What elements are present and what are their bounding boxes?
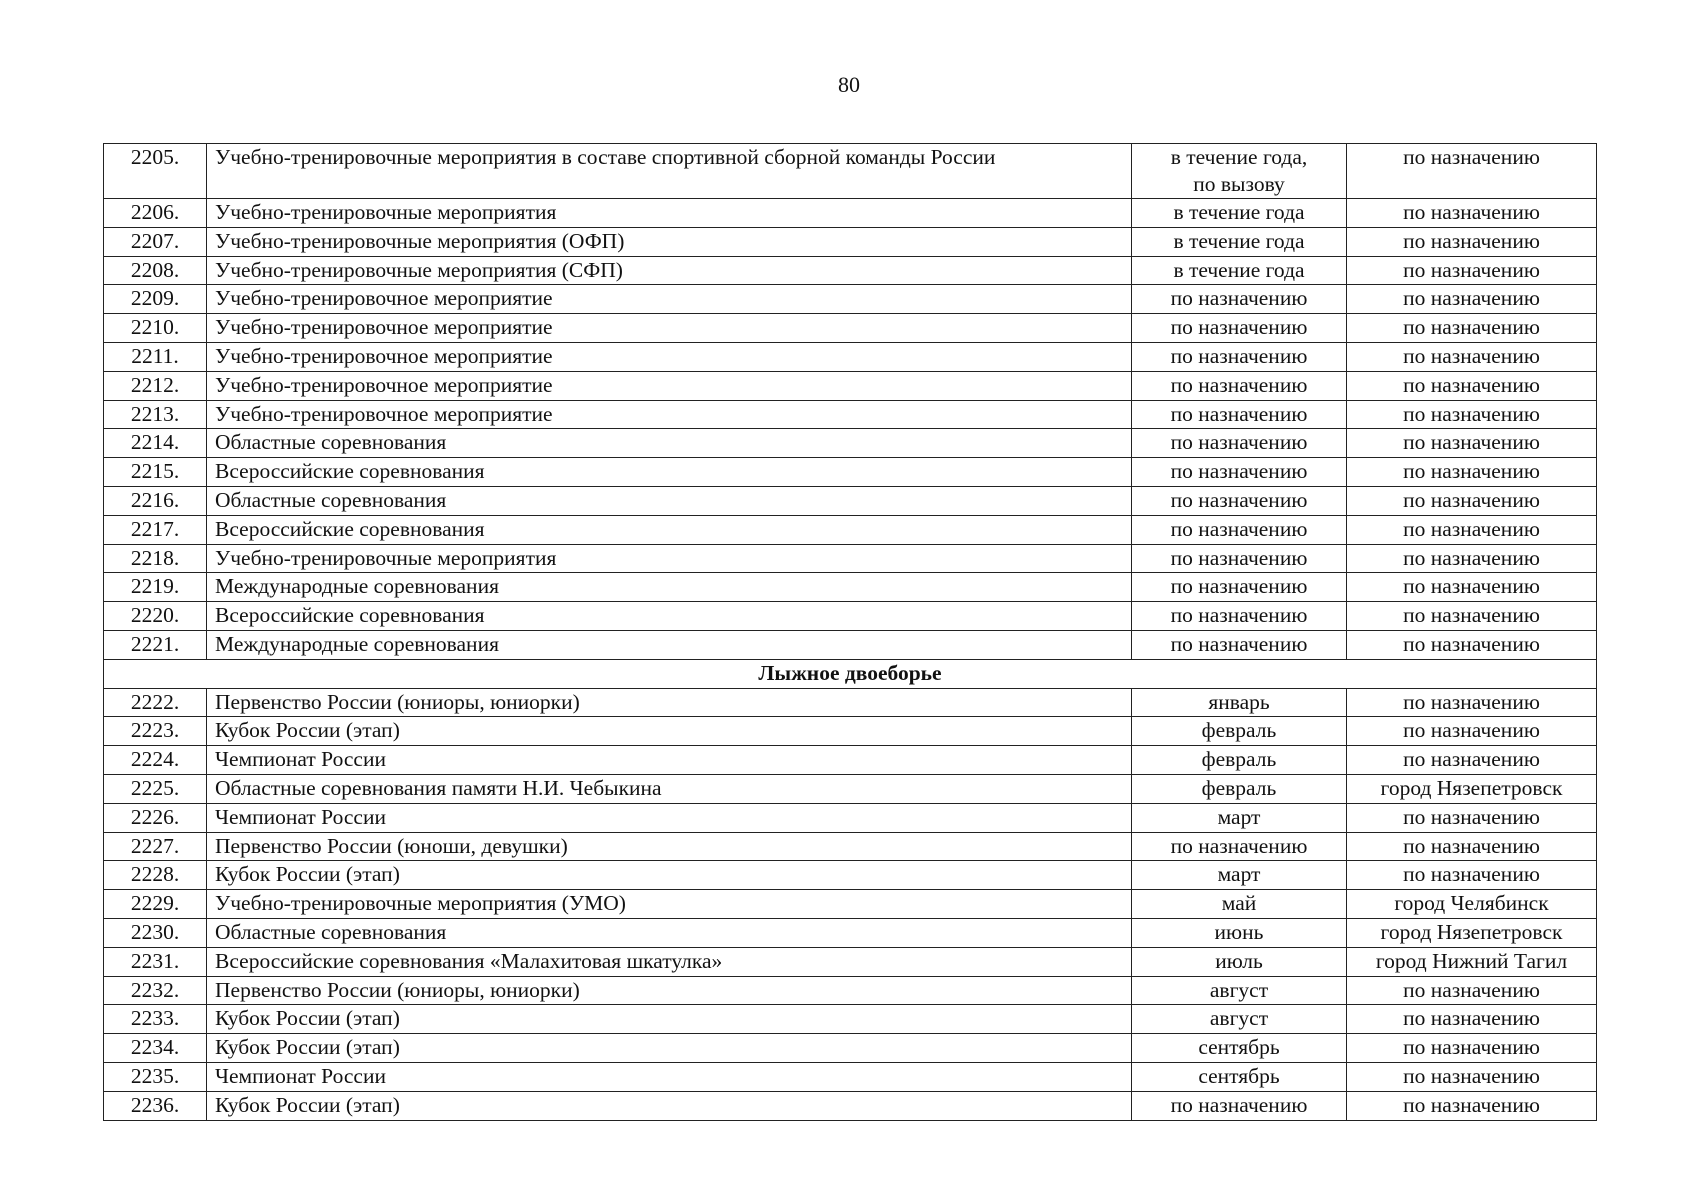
event-place: по назначению xyxy=(1347,630,1597,659)
event-place: по назначению xyxy=(1347,746,1597,775)
event-name: Учебно-тренировочное мероприятие xyxy=(207,400,1132,429)
row-number: 2233. xyxy=(104,1005,207,1034)
event-name: Кубок России (этап) xyxy=(207,1091,1132,1120)
event-name: Областные соревнования xyxy=(207,429,1132,458)
row-number: 2231. xyxy=(104,947,207,976)
section-header-row xyxy=(104,659,1597,688)
table-row xyxy=(104,544,1597,573)
event-date: по назначению xyxy=(1132,285,1347,314)
row-number: 2230. xyxy=(104,918,207,947)
row-number: 2216. xyxy=(104,486,207,515)
row-number: 2218. xyxy=(104,544,207,573)
event-date: март xyxy=(1132,803,1347,832)
event-place: по назначению xyxy=(1347,342,1597,371)
event-place: по назначению xyxy=(1347,515,1597,544)
event-name: Учебно-тренировочные мероприятия в составе спортивной сборной команды России xyxy=(207,144,1132,199)
event-name: Кубок России (этап) xyxy=(207,1005,1132,1034)
event-date: февраль xyxy=(1132,746,1347,775)
table-row xyxy=(104,688,1597,717)
event-place: по назначению xyxy=(1347,371,1597,400)
table-row xyxy=(104,803,1597,832)
events-table-body xyxy=(104,144,1597,1121)
event-date: по назначению xyxy=(1132,573,1347,602)
events-table xyxy=(103,143,1597,1121)
row-number: 2222. xyxy=(104,688,207,717)
table-row xyxy=(104,1034,1597,1063)
row-number: 2226. xyxy=(104,803,207,832)
table-row xyxy=(104,947,1597,976)
event-date: август xyxy=(1132,976,1347,1005)
table-row xyxy=(104,832,1597,861)
table-row xyxy=(104,1091,1597,1120)
event-place: город Нязепетровск xyxy=(1347,774,1597,803)
event-place: город Челябинск xyxy=(1347,890,1597,919)
row-number: 2221. xyxy=(104,630,207,659)
event-place: по назначению xyxy=(1347,227,1597,256)
table-row xyxy=(104,746,1597,775)
event-place: по назначению xyxy=(1347,458,1597,487)
event-place: по назначению xyxy=(1347,400,1597,429)
table-row xyxy=(104,630,1597,659)
table-row xyxy=(104,890,1597,919)
event-date: по назначению xyxy=(1132,400,1347,429)
event-name: Кубок России (этап) xyxy=(207,861,1132,890)
table-row xyxy=(104,400,1597,429)
row-number: 2207. xyxy=(104,227,207,256)
event-place: по назначению xyxy=(1347,688,1597,717)
event-place: по назначению xyxy=(1347,861,1597,890)
event-place: по назначению xyxy=(1347,199,1597,228)
event-name: Областные соревнования xyxy=(207,486,1132,515)
event-date: в течение года xyxy=(1132,227,1347,256)
event-date: по назначению xyxy=(1132,342,1347,371)
row-number: 2227. xyxy=(104,832,207,861)
row-number: 2217. xyxy=(104,515,207,544)
event-date: май xyxy=(1132,890,1347,919)
event-name: Первенство России (юниоры, юниорки) xyxy=(207,976,1132,1005)
row-number: 2206. xyxy=(104,199,207,228)
event-date: август xyxy=(1132,1005,1347,1034)
event-name: Всероссийские соревнования «Малахитовая шкатулка» xyxy=(207,947,1132,976)
event-place: по назначению xyxy=(1347,285,1597,314)
table-row xyxy=(104,227,1597,256)
event-name: Учебно-тренировочные мероприятия xyxy=(207,544,1132,573)
table-row xyxy=(104,602,1597,631)
event-name: Кубок России (этап) xyxy=(207,717,1132,746)
event-date: сентябрь xyxy=(1132,1062,1347,1091)
table-row xyxy=(104,486,1597,515)
row-number: 2236. xyxy=(104,1091,207,1120)
table-row xyxy=(104,314,1597,343)
row-number: 2210. xyxy=(104,314,207,343)
table-row xyxy=(104,199,1597,228)
table-row xyxy=(104,717,1597,746)
event-date: по назначению xyxy=(1132,371,1347,400)
event-name: Кубок России (этап) xyxy=(207,1034,1132,1063)
event-date: по назначению xyxy=(1132,630,1347,659)
row-number: 2235. xyxy=(104,1062,207,1091)
table-row xyxy=(104,144,1597,199)
event-name: Всероссийские соревнования xyxy=(207,515,1132,544)
row-number: 2209. xyxy=(104,285,207,314)
row-number: 2215. xyxy=(104,458,207,487)
event-name: Областные соревнования памяти Н.И. Чебыкина xyxy=(207,774,1132,803)
event-place: по назначению xyxy=(1347,1062,1597,1091)
event-place: по назначению xyxy=(1347,314,1597,343)
row-number: 2229. xyxy=(104,890,207,919)
table-row xyxy=(104,342,1597,371)
event-name: Всероссийские соревнования xyxy=(207,458,1132,487)
event-place: по назначению xyxy=(1347,144,1597,199)
event-date: февраль xyxy=(1132,774,1347,803)
event-place: по назначению xyxy=(1347,429,1597,458)
event-name: Учебно-тренировочные мероприятия (СФП) xyxy=(207,256,1132,285)
event-name: Международные соревнования xyxy=(207,630,1132,659)
event-name: Всероссийские соревнования xyxy=(207,602,1132,631)
row-number: 2224. xyxy=(104,746,207,775)
event-name: Международные соревнования xyxy=(207,573,1132,602)
event-name: Учебно-тренировочное мероприятие xyxy=(207,342,1132,371)
event-date: июль xyxy=(1132,947,1347,976)
event-name: Чемпионат России xyxy=(207,1062,1132,1091)
event-date: по назначению xyxy=(1132,544,1347,573)
row-number: 2208. xyxy=(104,256,207,285)
event-name: Первенство России (юниоры, юниорки) xyxy=(207,688,1132,717)
event-date: по назначению xyxy=(1132,486,1347,515)
event-date: февраль xyxy=(1132,717,1347,746)
event-place: по назначению xyxy=(1347,1091,1597,1120)
event-name: Первенство России (юноши, девушки) xyxy=(207,832,1132,861)
row-number: 2220. xyxy=(104,602,207,631)
event-date: по назначению xyxy=(1132,314,1347,343)
table-row xyxy=(104,256,1597,285)
row-number: 2225. xyxy=(104,774,207,803)
table-row xyxy=(104,371,1597,400)
event-date: по назначению xyxy=(1132,515,1347,544)
event-name: Учебно-тренировочное мероприятие xyxy=(207,371,1132,400)
event-place: по назначению xyxy=(1347,544,1597,573)
event-place: по назначению xyxy=(1347,1034,1597,1063)
event-place: по назначению xyxy=(1347,717,1597,746)
event-place: город Нязепетровск xyxy=(1347,918,1597,947)
event-date: январь xyxy=(1132,688,1347,717)
row-number: 2228. xyxy=(104,861,207,890)
row-number: 2213. xyxy=(104,400,207,429)
row-number: 2205. xyxy=(104,144,207,199)
event-date: по назначению xyxy=(1132,458,1347,487)
event-date: по назначению xyxy=(1132,602,1347,631)
event-place: по назначению xyxy=(1347,976,1597,1005)
event-name: Областные соревнования xyxy=(207,918,1132,947)
event-place: по назначению xyxy=(1347,486,1597,515)
event-name: Учебно-тренировочные мероприятия (УМО) xyxy=(207,890,1132,919)
event-date: июнь xyxy=(1132,918,1347,947)
row-number: 2219. xyxy=(104,573,207,602)
table-row xyxy=(104,1005,1597,1034)
event-name: Учебно-тренировочные мероприятия xyxy=(207,199,1132,228)
table-row xyxy=(104,774,1597,803)
row-number: 2211. xyxy=(104,342,207,371)
table-row xyxy=(104,573,1597,602)
event-date: в течение года, по вызову xyxy=(1132,144,1347,199)
event-place: город Нижний Тагил xyxy=(1347,947,1597,976)
event-place: по назначению xyxy=(1347,602,1597,631)
table-row xyxy=(104,429,1597,458)
event-date: по назначению xyxy=(1132,832,1347,861)
event-place: по назначению xyxy=(1347,256,1597,285)
event-place: по назначению xyxy=(1347,832,1597,861)
table-row xyxy=(104,515,1597,544)
section-title: Лыжное двоеборье xyxy=(104,659,1597,688)
event-name: Учебно-тренировочное мероприятие xyxy=(207,285,1132,314)
event-name: Чемпионат России xyxy=(207,746,1132,775)
event-date: в течение года xyxy=(1132,256,1347,285)
event-date: сентябрь xyxy=(1132,1034,1347,1063)
event-date: по назначению xyxy=(1132,429,1347,458)
event-place: по назначению xyxy=(1347,803,1597,832)
event-date: март xyxy=(1132,861,1347,890)
event-name: Чемпионат России xyxy=(207,803,1132,832)
event-date: в течение года xyxy=(1132,199,1347,228)
table-row xyxy=(104,285,1597,314)
event-name: Учебно-тренировочное мероприятие xyxy=(207,314,1132,343)
row-number: 2214. xyxy=(104,429,207,458)
event-place: по назначению xyxy=(1347,1005,1597,1034)
row-number: 2234. xyxy=(104,1034,207,1063)
row-number: 2232. xyxy=(104,976,207,1005)
row-number: 2223. xyxy=(104,717,207,746)
row-number: 2212. xyxy=(104,371,207,400)
table-row xyxy=(104,861,1597,890)
page-number: 80 xyxy=(838,72,860,97)
event-place: по назначению xyxy=(1347,573,1597,602)
table-row xyxy=(104,1062,1597,1091)
event-name: Учебно-тренировочные мероприятия (ОФП) xyxy=(207,227,1132,256)
table-row xyxy=(104,976,1597,1005)
table-row xyxy=(104,458,1597,487)
table-row xyxy=(104,918,1597,947)
event-date: по назначению xyxy=(1132,1091,1347,1120)
